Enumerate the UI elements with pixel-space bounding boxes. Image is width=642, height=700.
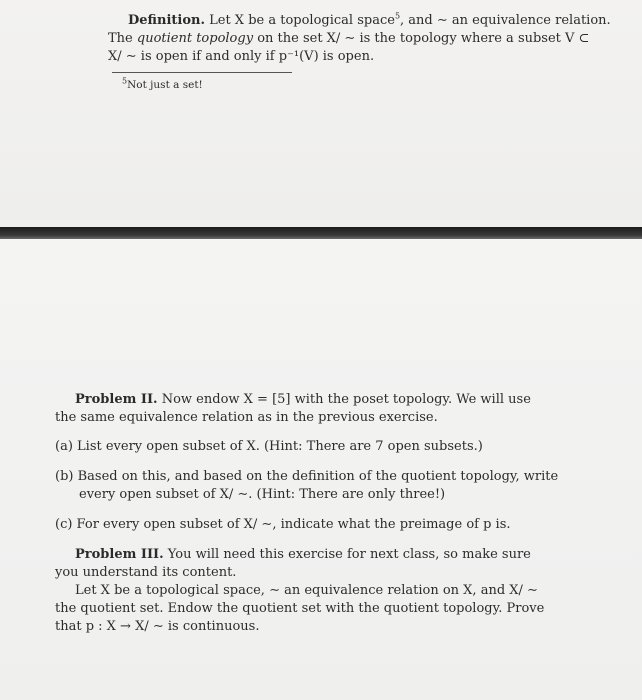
- definition-heading: Definition.: [128, 13, 205, 28]
- problem3-heading: Problem III.: [75, 547, 164, 562]
- footnote-marker: 5: [394, 11, 401, 21]
- problem2-heading: Problem II.: [75, 392, 158, 407]
- definition-line-2: [108, 30, 589, 47]
- definition-text-2-post: on the set X/ ∼ is the topology where a subset V ⊂: [253, 31, 590, 46]
- definition-term: quotient topology: [136, 31, 254, 46]
- footnote-number: 5: [122, 76, 128, 86]
- problem2-item-c: (c) For every open subset of X/ ∼, indicate what the preimage of p is.: [55, 517, 511, 532]
- problem2-text-1: Now endow X = [5] with the poset topology. We will use: [161, 392, 531, 407]
- problem2-line-1: [75, 391, 531, 408]
- problem2-item-a: (a) List every open subset of X. (Hint: There are 7 open subsets.): [55, 439, 483, 454]
- problem3-line-1: [75, 546, 531, 563]
- page-gap-shadow: [0, 227, 642, 239]
- problem2-item-b-line-2: every open subset of X/ ∼. (Hint: There are only three!): [79, 487, 446, 502]
- definition-text-2-pre: The: [108, 31, 137, 46]
- definition-line-3: X/ ∼ is open if and only if p⁻¹(V) is open.: [108, 49, 375, 64]
- problem3-line-4: the quotient set. Endow the quotient set with the quotient topology. Prove: [55, 601, 545, 616]
- footnote-rule: [112, 72, 292, 73]
- problem3-line-5: that p : X → X/ ∼ is continuous.: [55, 619, 260, 634]
- footnote: [122, 77, 203, 94]
- problem3-line-2: you understand its content.: [55, 565, 237, 580]
- definition-text-1: Let X be a topological space: [209, 13, 395, 28]
- footnote-text: Not just a set!: [127, 79, 203, 91]
- definition-text-1-end: , and ∼ an equivalence relation.: [400, 13, 611, 28]
- problem3-line-3: Let X be a topological space, ∼ an equivalence relation on X, and X/ ∼: [75, 583, 538, 598]
- problem3-text-1: You will need this exercise for next class, so make sure: [167, 547, 531, 562]
- problem2-item-b-line-1: (b) Based on this, and based on the definition of the quotient topology, write: [55, 469, 559, 484]
- definition-line-1: [128, 12, 611, 29]
- problem2-line-2: the same equivalence relation as in the previous exercise.: [55, 410, 438, 425]
